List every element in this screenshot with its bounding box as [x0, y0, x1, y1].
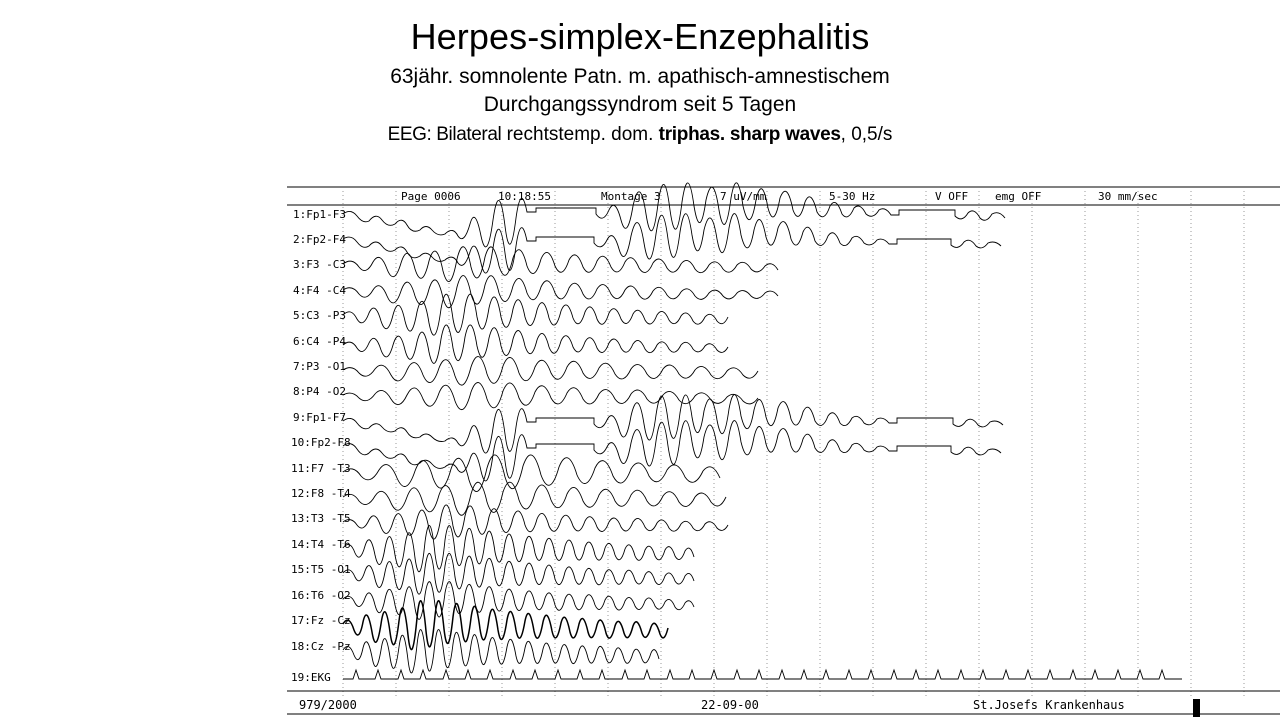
eeg-channel-label: 19:EKG: [291, 671, 331, 684]
eeg-channel-label: 5:C3 -P3: [293, 309, 346, 322]
eeg-channel-label: 12:F8 -T4: [291, 487, 351, 500]
eeg-summary-bold: triphas. sharp waves: [658, 123, 841, 145]
eeg-channel-label: 18:Cz -Pz: [291, 640, 351, 653]
eeg-channel-label: 16:T6 -O2: [291, 589, 351, 602]
eeg-channel-label: 9:Fp1-F7: [293, 411, 346, 424]
eeg-summary-prefix: EEG: Bilateral: [387, 123, 502, 145]
eeg-summary-suffix: , 0,5/s: [840, 123, 893, 145]
eeg-summary: [0, 122, 1280, 149]
eeg-channel-label: 8:P4 -O2: [293, 385, 346, 398]
eeg-channel-label: 6:C4 -P4: [293, 335, 346, 348]
eeg-summary-mid: rechtstemp. dom.: [501, 123, 659, 145]
eeg-channel-label: 1:Fp1-F3: [293, 208, 346, 221]
subtitle-line-2: Durchgangssyndrom seit 5 Tagen: [483, 93, 797, 117]
eeg-footer-marker-icon: [1193, 699, 1200, 717]
subtitle-line-1: 63jähr. somnolente Patn. m. apathisch-amnestischem: [390, 64, 890, 88]
eeg-channel-label: 11:F7 -T3: [291, 462, 351, 475]
eeg-channel-label: 10:Fp2-F8: [291, 436, 351, 449]
page-title: Herpes-simplex-Enzephalitis: [410, 16, 870, 57]
title-block: [0, 18, 1280, 148]
eeg-chart-svg: [283, 177, 1280, 720]
eeg-footer-date: 22-09-00: [701, 698, 759, 712]
eeg-channel-label: 7:P3 -O1: [293, 360, 346, 373]
eeg-channel-label: 17:Fz -Cz: [291, 614, 351, 627]
eeg-channel-label: 3:F3 -C3: [293, 258, 346, 271]
eeg-header-filter: 5-30 Hz: [829, 190, 876, 203]
eeg-header-speed: 30 mm/sec: [1098, 190, 1158, 203]
eeg-header-emg-off: emg OFF: [995, 190, 1042, 203]
eeg-header-montage: Montage 3: [601, 190, 661, 203]
eeg-header-time: 10:18:55: [498, 190, 551, 203]
eeg-header-v-off: V OFF: [935, 190, 969, 203]
eeg-footer-institution: St.Josefs Krankenhaus: [973, 698, 1125, 712]
eeg-footer-record-id: 979/2000: [299, 698, 357, 712]
eeg-recording-image: [283, 177, 1280, 720]
eeg-channel-label: 15:T5 -O1: [291, 563, 351, 576]
eeg-header-page: Page 0006: [401, 190, 461, 203]
eeg-channel-label: 14:T4 -T6: [291, 538, 351, 551]
eeg-channel-label: 13:T3 -T5: [291, 512, 351, 525]
eeg-channel-label: 2:Fp2-F4: [293, 233, 346, 246]
eeg-channel-label: 4:F4 -C4: [293, 284, 346, 297]
eeg-header-sensitivity: 7 uV/mm: [720, 190, 767, 203]
